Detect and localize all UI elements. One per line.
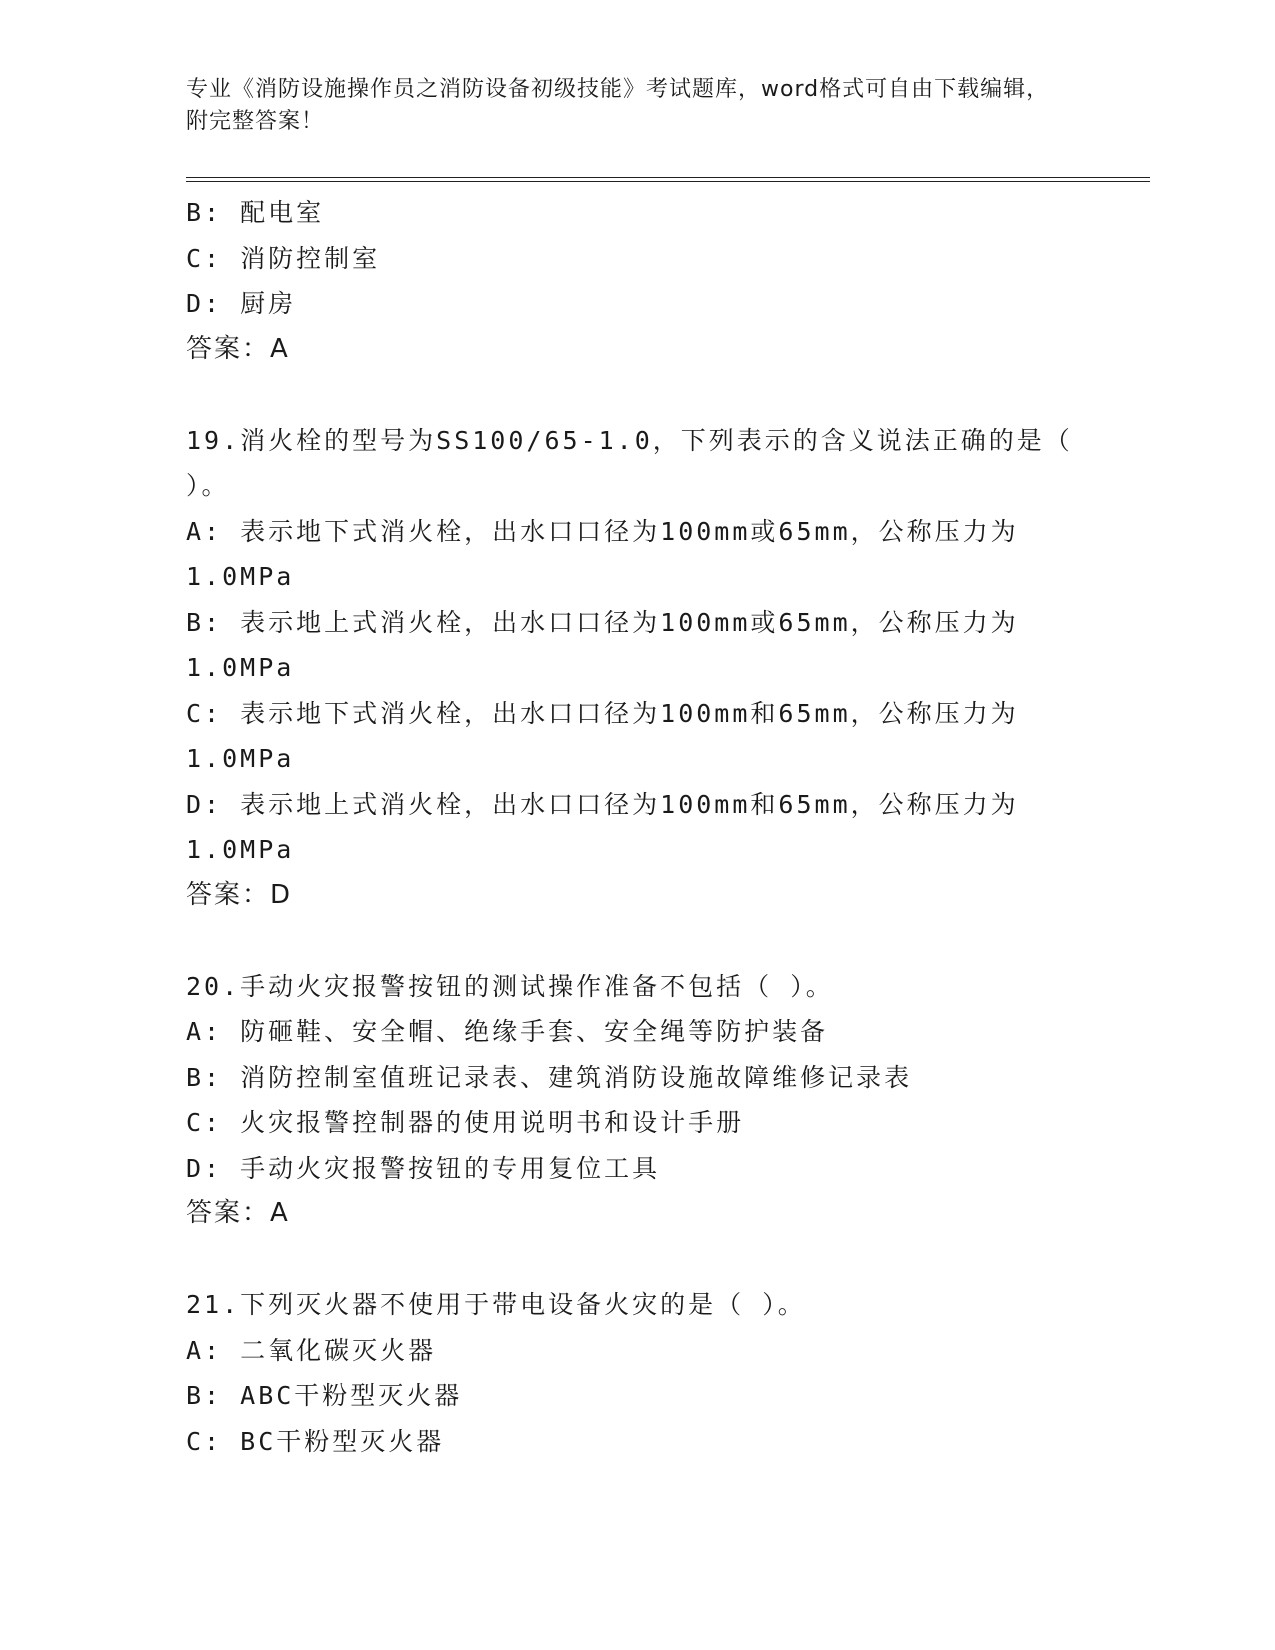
option-a: A: 二氧化碳灭火器 [186,1335,437,1365]
option-d: D: 表示地上式消火栓，出水口口径为100mm和65mm，公称压力为 [186,789,1019,819]
option-b: B: 配电室 [186,198,325,227]
question-stem: 19.消火栓的型号为SS100/65-1.0，下列表示的含义说法正确的是（ [186,425,1073,455]
option-b-continued: 1.0MPa [186,653,295,682]
answer-line: 答案：A [186,333,290,364]
header-rule-top [186,177,1150,178]
prev-question-block [186,190,1086,372]
option-d: D: 手动火灾报警按钮的专用复位工具 [186,1153,661,1183]
question-stem: 20.手动火灾报警按钮的测试操作准备不包括（ ）。 [186,971,834,1001]
question-21-block [186,1282,1086,1464]
question-stem-continued: ）。 [186,471,230,500]
option-c: C: BC干粉型灭火器 [186,1426,445,1456]
option-c: C: 表示地下式消火栓，出水口口径为100mm和65mm，公称压力为 [186,698,1019,728]
question-20-block [186,964,1086,1237]
question-content [186,190,1086,1464]
option-a-continued: 1.0MPa [186,562,295,591]
header-rule-bottom [186,181,1150,182]
option-a: A: 表示地下式消火栓，出水口口径为100mm或65mm，公称压力为 [186,516,1019,546]
option-c: C: 火灾报警控制器的使用说明书和设计手册 [186,1108,745,1137]
option-b: B: 消防控制室值班记录表、建筑消防设施故障维修记录表 [186,1062,913,1092]
option-c: C: 消防控制室 [186,243,381,273]
option-d: D: 厨房 [186,289,297,318]
option-b: B: ABC干粉型灭火器 [186,1381,463,1410]
answer-line: 答案：D [186,879,293,910]
option-b: B: 表示地上式消火栓，出水口口径为100mm或65mm，公称压力为 [186,607,1019,637]
question-stem: 21.下列灭火器不使用于带电设备火灾的是（ ）。 [186,1290,806,1319]
option-d-continued: 1.0MPa [186,835,295,864]
option-c-continued: 1.0MPa [186,744,295,773]
answer-line: 答案：A [186,1198,290,1228]
question-19-block [186,418,1086,919]
option-a: A: 防砸鞋、安全帽、绝缘手套、安全绳等防护装备 [186,1017,829,1046]
document-header: 专业《消防设施操作员之消防设备初级技能》考试题库，word格式可自由下载编辑，附完整答案！ [186,77,1050,134]
